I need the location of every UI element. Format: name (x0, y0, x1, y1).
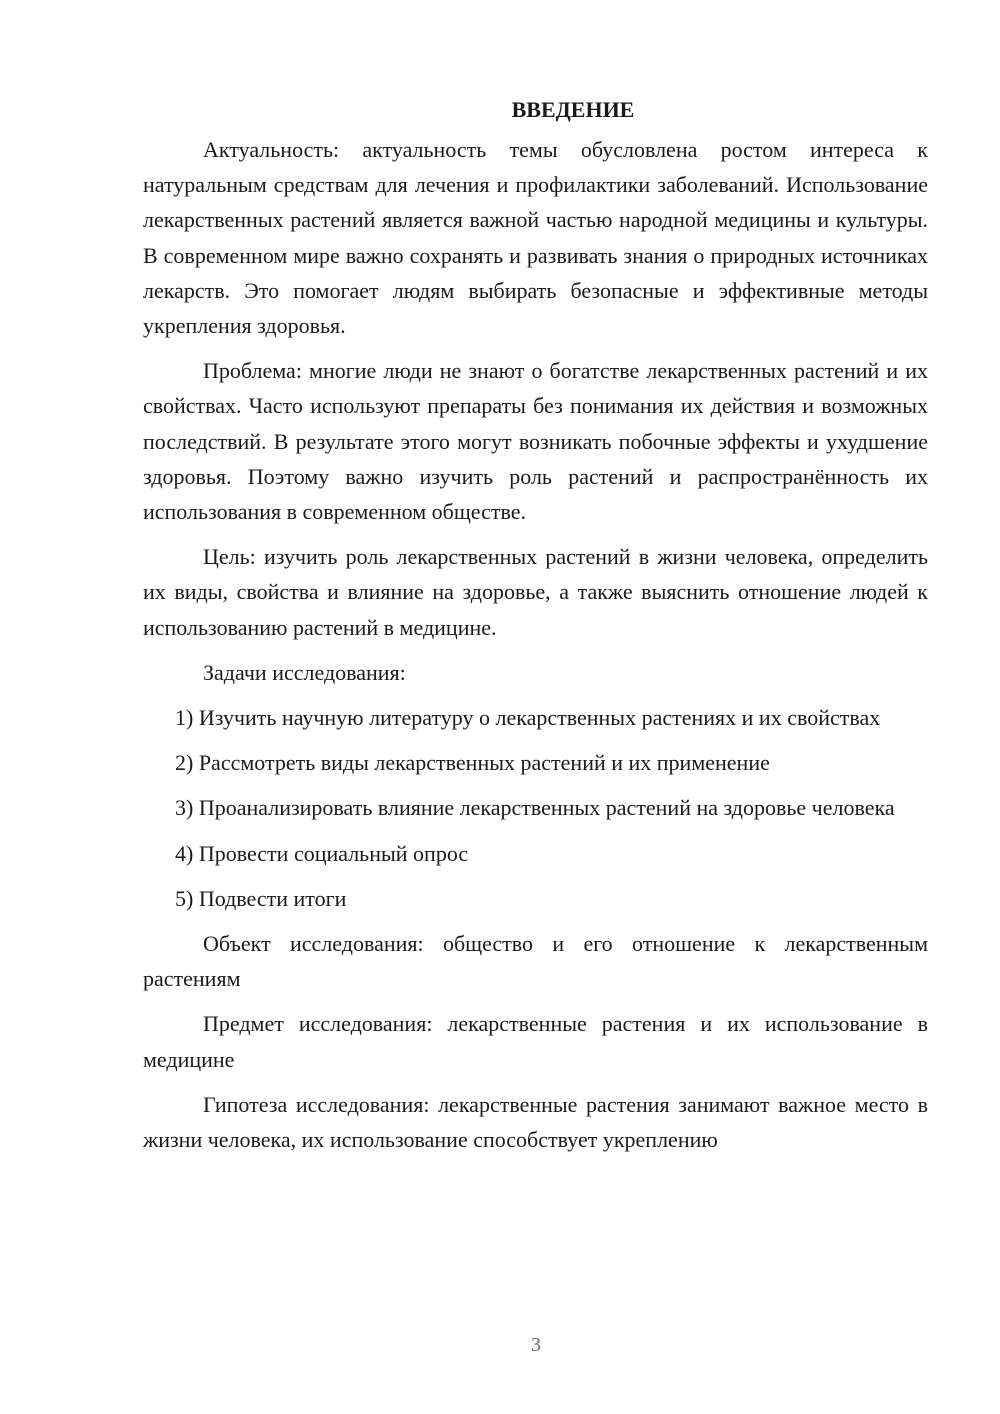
task-item-1: 1) Изучить научную литературу о лекарственных растениях и их свойствах (175, 705, 881, 731)
page-title: ВВЕДЕНИЕ (511, 97, 635, 122)
goal-paragraph: Цель: изучить роль лекарственных растений в жизни человека, определить их виды, свойства и влияние на здоровье, а также выяснить отношение людей к использованию растений в медицине. (143, 544, 928, 640)
subject-paragraph: Предмет исследования: лекарственные растения и их использование в медицине (143, 1011, 928, 1072)
hypothesis-paragraph: Гипотеза исследования: лекарственные растения занимают важное место в жизни человека, их использование способствует укреплению (143, 1091, 928, 1153)
task-item-4: 4) Провести социальный опрос (175, 840, 469, 866)
task-item-5: 5) Подвести итоги (175, 885, 347, 911)
task-item-2: 2) Рассмотреть виды лекарственных растений и их применение (175, 750, 770, 776)
document-body (143, 92, 928, 1167)
page-number: 3 (531, 1334, 541, 1356)
tasks-heading: Задачи исследования: (203, 659, 406, 685)
object-paragraph: Объект исследования: общество и его отношение к лекарственным растениям (143, 931, 928, 992)
task-item-3: 3) Проанализировать влияние лекарственных растений на здоровье человека (175, 795, 895, 821)
problem-paragraph: Проблема: многие люди не знают о богатстве лекарственных растений и их свойствах. Часто используют препараты без понимания их действия и возможных последствий. В результате этого могут возникать побочные эффекты и ухудшение здоровья. Поэтому важно изучить роль растений и распространённость их использования в современном обществе. (143, 358, 928, 525)
relevance-paragraph: Актуальность: актуальность темы обусловлена ростом интереса к натуральным средствам для лечения и профилактики заболеваний. Использование лекарственных растений является важной частью народной медицины и культуры. В современном мире важно сохранять и развивать знания о природных источниках лекарств. Это помогает людям выбирать безопасные и эффективные методы укрепления здоровья. (143, 137, 928, 339)
